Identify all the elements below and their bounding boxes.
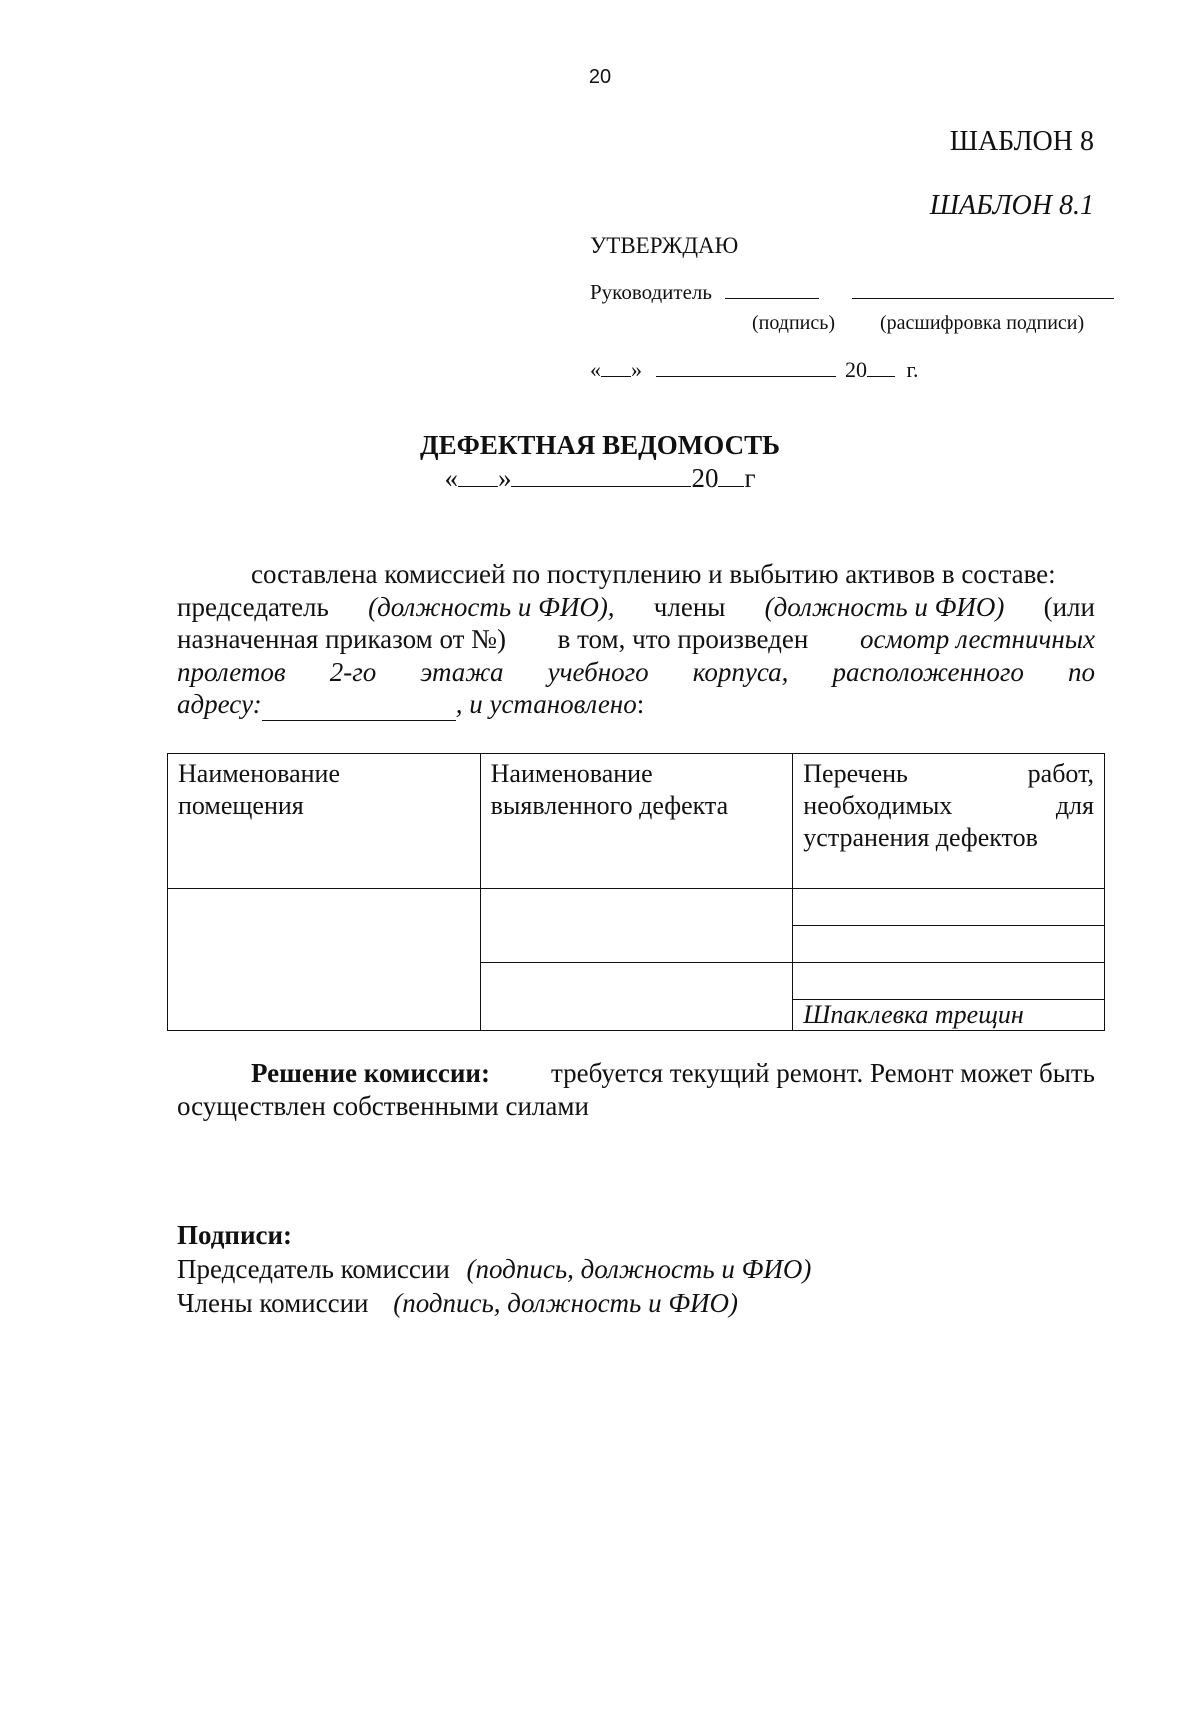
- day-blank: [601, 376, 631, 377]
- table-cell-defect: [480, 963, 793, 1031]
- text-order: назначенная приказом от №): [177, 624, 506, 654]
- page-number: 20: [588, 66, 612, 88]
- members-label: Члены комиссии: [177, 1288, 369, 1318]
- word: по: [1067, 656, 1095, 687]
- header-works-l3: устранения дефектов: [803, 823, 1038, 852]
- text-established: , и установлено: [455, 689, 637, 719]
- month-blank: [656, 376, 836, 377]
- word: корпуса,: [692, 656, 789, 687]
- approve-heading: УТВЕРЖДАЮ: [590, 233, 739, 258]
- chair-label: Председатель комиссии: [177, 1254, 450, 1284]
- signature-decode-caption: (расшифровка подписи): [880, 312, 1085, 334]
- header-room-l1: Наименование: [178, 759, 340, 788]
- word: Перечень: [803, 759, 908, 788]
- header-defect-l1: Наименование: [490, 759, 653, 788]
- document-title: ДЕФЕКТНАЯ ВЕДОМОСТЬ: [420, 430, 780, 460]
- paragraph-line-3: [177, 623, 1095, 656]
- day-blank: [458, 486, 498, 487]
- signatures-title: Подписи:: [177, 1220, 293, 1250]
- chair-hint: (подпись, должность и ФИО): [466, 1254, 812, 1284]
- document-date: [0, 463, 1200, 494]
- text-that: в том, что произведен: [557, 624, 809, 654]
- text-members-hint: (должность и ФИО): [764, 591, 1005, 622]
- word: учебного: [547, 656, 649, 687]
- date-close-quote: »: [631, 357, 642, 382]
- head-label: Руководитель: [590, 280, 712, 304]
- signature-chair: [177, 1254, 811, 1285]
- paragraph-line-4: [177, 656, 1095, 689]
- approval-date: [590, 357, 919, 383]
- month-blank: [511, 486, 691, 487]
- word: этажа: [420, 656, 504, 687]
- table-cell-work: [793, 1000, 1105, 1031]
- text-chair-hint: (должность и ФИО),: [368, 591, 615, 622]
- date-close-quote: »: [497, 463, 512, 493]
- year-suffix: г.: [906, 357, 919, 382]
- year-prefix: 20: [691, 463, 719, 493]
- word: для: [1055, 791, 1094, 820]
- text-members: члены: [653, 591, 726, 622]
- decision-text-2: осуществлен собственными силами: [177, 1091, 589, 1121]
- decision-label: Решение комиссии:: [251, 1058, 490, 1088]
- table-row: [168, 889, 1105, 926]
- date-open-quote: «: [590, 357, 601, 382]
- word: необходимых: [803, 791, 953, 820]
- word: пролетов: [177, 656, 286, 687]
- year-blank: [867, 376, 895, 377]
- header-works-l2: [803, 790, 1094, 822]
- text-or: (или: [1043, 591, 1095, 622]
- year-prefix: 20: [845, 357, 867, 382]
- head-signature-line: [590, 280, 1114, 305]
- header-defect-l2: выявленного дефекта: [490, 791, 729, 820]
- table-header-row: [168, 754, 1105, 889]
- table-cell-work: [793, 963, 1105, 1000]
- members-hint: (подпись, должность и ФИО): [393, 1288, 739, 1318]
- template-sublabel: ШАБЛОН 8.1: [929, 190, 1094, 221]
- text-inspection: осмотр лестничных: [860, 624, 1095, 654]
- text-colon: :: [636, 689, 645, 719]
- date-open-quote: «: [444, 463, 458, 493]
- word: расположенного: [832, 656, 1024, 687]
- year-suffix: г: [744, 463, 756, 493]
- address-blank: [262, 688, 456, 721]
- commission-decision: [177, 1057, 1095, 1123]
- signature-decode-blank: [852, 298, 1114, 299]
- header-works-l1: [803, 758, 1094, 790]
- decision-line-1: [177, 1057, 1095, 1090]
- header-room-l2: помещения: [178, 791, 304, 820]
- table-cell-defect: [480, 889, 793, 963]
- work-item-text: Шпаклевка трещин: [803, 1000, 1024, 1029]
- year-blank: [718, 486, 744, 487]
- paragraph-line-1: составлена комиссией по поступлению и выбытию активов в составе:: [251, 559, 1056, 589]
- template-label: ШАБЛОН 8: [949, 126, 1094, 157]
- word: 2-го: [329, 656, 377, 687]
- decision-text-1: требуется текущий ремонт. Ремонт может быть: [551, 1058, 1095, 1088]
- word: работ,: [1027, 759, 1094, 788]
- text-chairman: председатель: [177, 591, 329, 622]
- table-cell-room: [168, 889, 481, 1031]
- signature-caption: (подпись): [752, 312, 836, 334]
- header-works: [793, 754, 1105, 889]
- table-cell-work: [793, 926, 1105, 963]
- intro-paragraph: [177, 558, 1095, 721]
- signature-members: [177, 1288, 738, 1319]
- header-defect: [480, 754, 793, 889]
- text-address: адресу:: [177, 689, 262, 719]
- defects-table: [167, 753, 1105, 1031]
- header-room: [168, 754, 481, 889]
- paragraph-line-2: [177, 591, 1095, 624]
- table-cell-work: [793, 889, 1105, 926]
- signature-blank: [725, 298, 819, 299]
- paragraph-line-5: [177, 688, 1095, 721]
